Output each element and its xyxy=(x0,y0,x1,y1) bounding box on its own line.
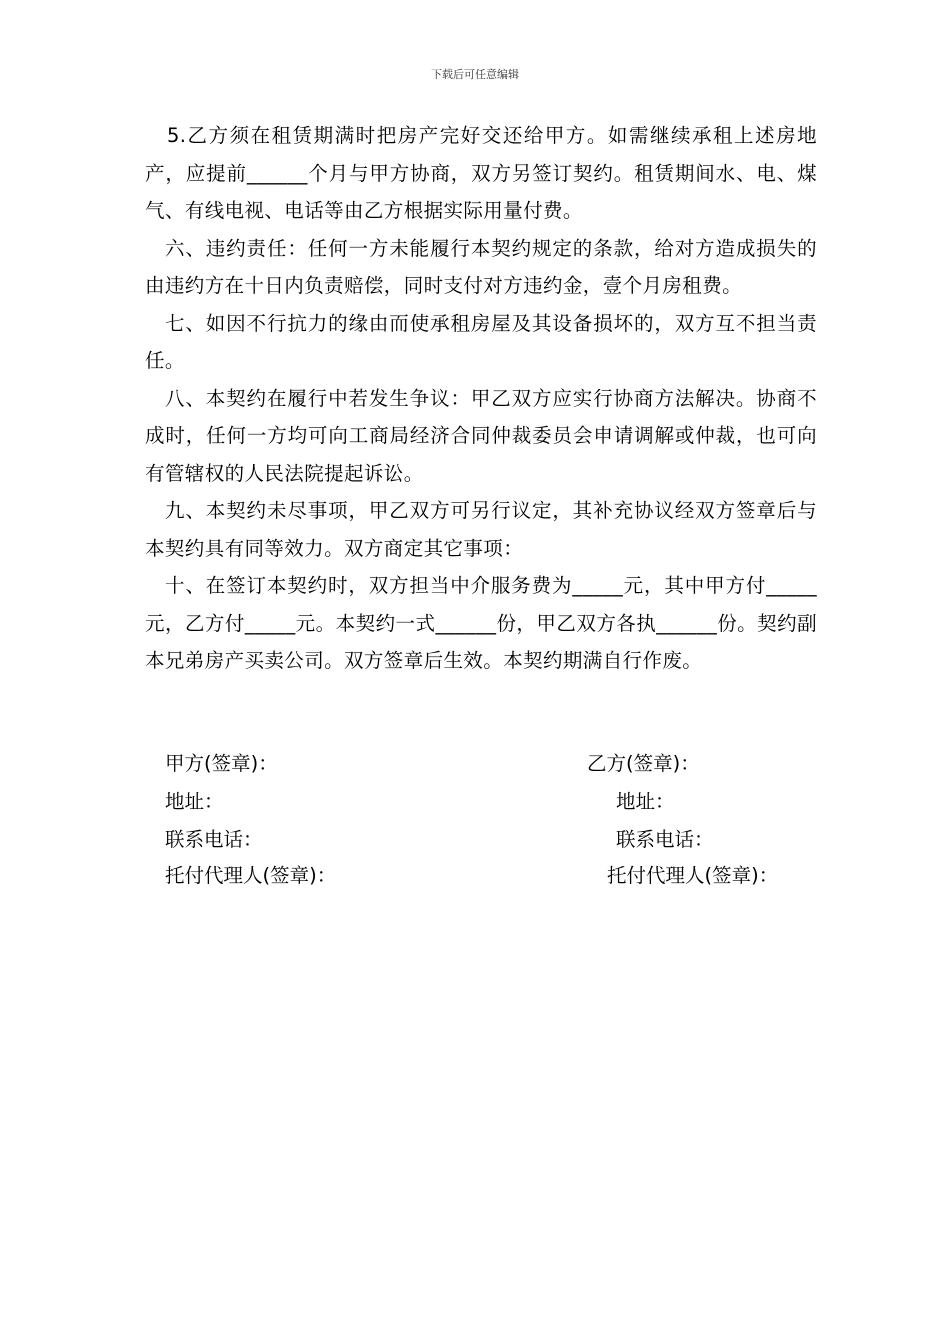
clause-8-paragraph: 八、本契约在履行中若发生争议：甲乙双方应实行协商方法解决。协商不成时，任何一方均可向工商局经济合同仲裁委员会申请调解或仲裁，也可向有管辖权的人民法院提起诉讼。 xyxy=(145,386,817,485)
clause-9-paragraph: 九、本契约未尽事项，甲乙双方可另行议定，其补充协议经双方签章后与本契约具有同等效力。双方商定其它事项： xyxy=(145,499,817,560)
clause-7-paragraph: 七、如因不行抗力的缘由而使承租房屋及其设备损坏的，双方互不担当责任。 xyxy=(145,311,817,372)
phone-row xyxy=(0,821,950,858)
party-a-phone-label: 联系电话： xyxy=(165,828,263,851)
party-b-phone-label: 联系电话： xyxy=(616,828,714,851)
contract-body xyxy=(145,117,817,680)
party-a-sign-label: 甲方(签章)： xyxy=(165,752,278,775)
header-note: 下载后可任意编辑 xyxy=(431,68,519,81)
signature-row xyxy=(0,745,950,782)
address-row xyxy=(0,783,950,820)
party-a-agent-label: 托付代理人(签章)： xyxy=(165,864,337,887)
clause-6-paragraph: 六、违约责任：任何一方未能履行本契约规定的条款，给对方造成损失的由违约方在十日内负责赔偿，同时支付对方违约金，壹个月房租费。 xyxy=(145,236,817,297)
party-b-address-label: 地址： xyxy=(616,790,675,813)
party-b-agent-label: 托付代理人(签章)： xyxy=(607,864,779,887)
clause-5-paragraph: 5.乙方须在租赁期满时把房产完好交还给甲方。如需继续承租上述房地产，应提前______个月与甲方协商，双方另签订契约。租赁期间水、电、煤气、有线电视、电话等由乙方根据实际用量付费。 xyxy=(145,124,817,222)
clause-10-paragraph: 十、在签订本契约时，双方担当中介服务费为_____元，其中甲方付_____元，乙方付_____元。本契约一式______份，甲乙双方各执______份。契约副本兄弟房产买卖公司。双方签章后生效。本契约期满自行作废。 xyxy=(145,574,817,672)
party-a-address-label: 地址： xyxy=(165,790,224,813)
agent-row xyxy=(0,857,950,894)
party-b-sign-label: 乙方(签章)： xyxy=(587,752,700,775)
signature-block xyxy=(0,745,950,905)
